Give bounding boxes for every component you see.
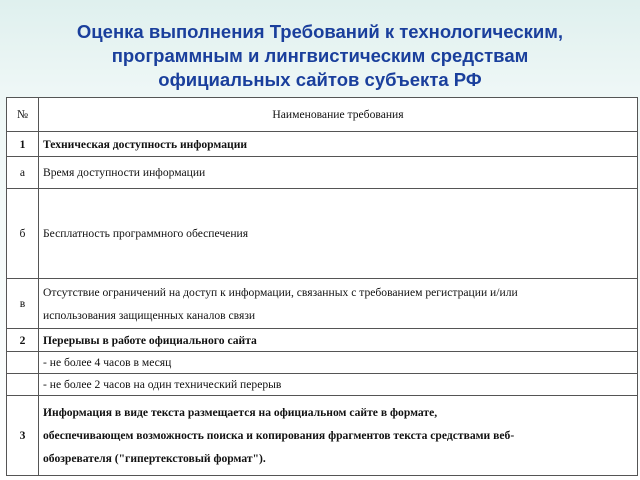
table-row [7,157,638,189]
row-text [39,396,638,476]
row-text-line-1: Отсутствие ограничений на доступ к информации, связанных с требованием регистрации и/или [43,285,518,299]
row-text-line-1: Информация в виде текста размещается на официальном сайте в формате, [43,406,438,419]
row-text: - не более 4 часов в месяц [39,352,638,374]
title-line-3: официальных сайтов субъекта РФ [158,69,482,90]
title-line-2: программным и лингвистическим средствам [111,45,529,66]
row-text: Бесплатность программного обеспечения [39,189,638,279]
header-name: Наименование требования [39,98,638,132]
row-number [7,374,39,396]
row-text: Время доступности информации [39,157,638,189]
table-row [7,189,638,279]
requirements-table [6,97,638,476]
row-text-line-3: обозревателя ("гипертекстовый формат"). [43,452,266,465]
table-row [7,396,638,476]
row-number: 2 [7,329,39,352]
row-text-line-2: использования защищенных каналов связи [43,308,256,322]
table-row [7,352,638,374]
table-row [7,329,638,352]
slide-title [0,20,640,92]
table-row [7,279,638,329]
row-number: в [7,279,39,329]
row-text: Техническая доступность информации [39,132,638,157]
table-row [7,374,638,396]
title-line-1: Оценка выполнения Требований к технологическим, [76,21,564,42]
row-number: 3 [7,396,39,476]
row-text [39,279,638,329]
row-text: Перерывы в работе официального сайта [39,329,638,352]
row-number: а [7,157,39,189]
row-number: 1 [7,132,39,157]
row-text: - не более 2 часов на один технический перерыв [39,374,638,396]
row-number [7,352,39,374]
header-number: № [7,98,39,132]
row-text-line-2: обеспечивающем возможность поиска и копирования фрагментов текста средствами веб- [43,429,515,442]
table-header-row [7,98,638,132]
table-row [7,132,638,157]
row-number: б [7,189,39,279]
